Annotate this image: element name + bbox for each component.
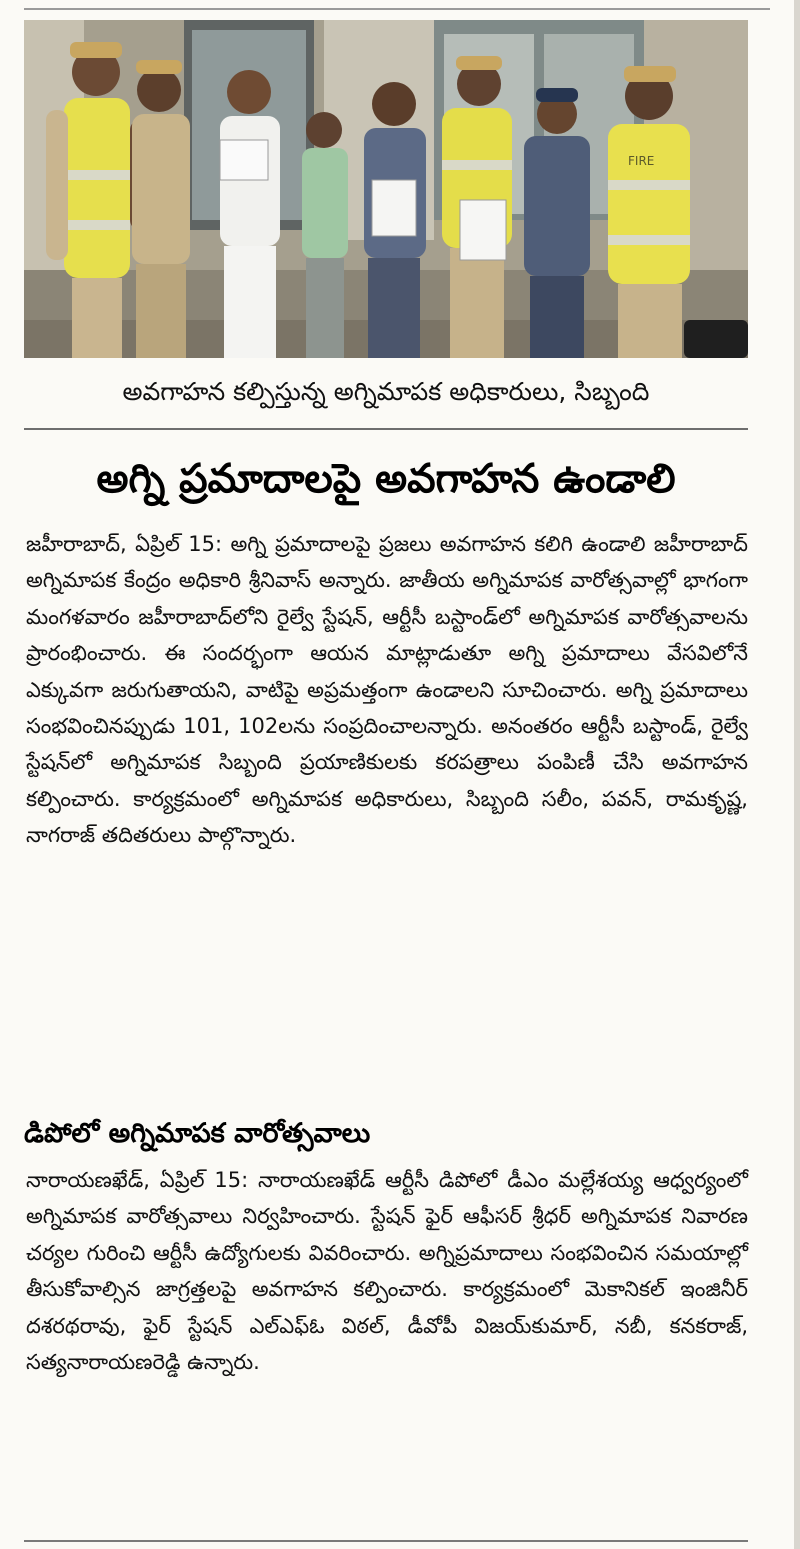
article-2-paragraph: నారాయణఖేడ్, ఏప్రిల్ 15: నారాయణఖేడ్ ఆర్టీసీ డిపోలో డీఎం మల్లేశయ్య ఆధ్వర్యంలో అగ్నిమాపక వారోత్సవాలు నిర్వహించారు. స్టేషన్ ఫైర్ ఆఫీసర్ శ్రీధర్ అగ్నిమాపక నివారణ చర్యల గురించి ఆర్టీసీ ఉద్యోగులకు వివరించారు. అగ్నిప్రమాదాలు సంభవించిన సమయాల్లో తీసుకోవాల్సిన జాగ్రత్తలపై అవగాహన కల్పించారు. కార్యక్రమంలో మెకానికల్ ఇంజినీర్ దశరథరావు, ఫైర్ స్టేషన్ ఎల్ఎఫ్ఓ విఠల్, డీవోపీ విజయ్‌కుమార్, నబీ, కనకరాజ్, సత్యనారాయణరెడ్డి ఉన్నారు.: [26, 1168, 748, 1375]
subheadline: డిపోలో అగ్నిమాపక వారోత్సవాలు: [24, 1118, 371, 1149]
svg-text:FIRE: FIRE: [628, 154, 655, 168]
person-green-shirt: [302, 112, 348, 358]
news-photo: [24, 20, 748, 358]
bottom-rule: [24, 1540, 748, 1542]
page-edge: [794, 0, 800, 1549]
article-2-body: [26, 1162, 748, 1380]
caption-rule: [24, 428, 748, 430]
article-1-body: [26, 526, 748, 854]
top-rule: [24, 8, 770, 10]
photo-caption: అవగాహన కల్పిస్తున్న అగ్నిమాపక అధికారులు, సిబ్బంది: [122, 377, 650, 406]
article-1-paragraph: జహీరాబాద్, ఏప్రిల్ 15: అగ్ని ప్రమాదాలపై ప్రజలు అవగాహన కలిగి ఉండాలి జహీరాబాద్ అగ్నిమాపక కేంద్రం అధికారి శ్రీనివాస్ అన్నారు. జాతీయ అగ్నిమాపక వారోత్సవాల్లో భాగంగా మంగళవారం జహీరాబాద్‌లోని రైల్వే స్టేషన్, ఆర్టీసీ బస్టాండ్‌లో అగ్నిమాపక వారోత్సవాలను ప్రారంభించారు. ఈ సందర్భంగా ఆయన మాట్లాడుతూ అగ్ని ప్రమాదాలు వేసవిలోనే ఎక్కువగా జరుగుతాయని, వాటిపై అప్రమత్తంగా ఉండాలని సూచించారు. అగ్ని ప్రమాదాలు సంభవించినప్పుడు 101, 102లను సంప్రదించాలన్నారు. అనంతరం ఆర్టీసీ బస్టాండ్, రైల్వే స్టేషన్‌లో అగ్నిమాపక సిబ్బంది ప్రయాణికులకు కరపత్రాలు పంపిణీ చేసి అవగాహన కల్పించారు. కార్యక్రమంలో అగ్నిమాపక అధికారులు, సిబ్బంది సలీం, పవన్, రామకృష్ణ, నాగరాజ్ తదితరులు పాల్గొన్నారు.: [26, 532, 748, 848]
headline: అగ్ని ప్రమాదాలపై అవగాహన ఉండాలి: [96, 456, 676, 502]
